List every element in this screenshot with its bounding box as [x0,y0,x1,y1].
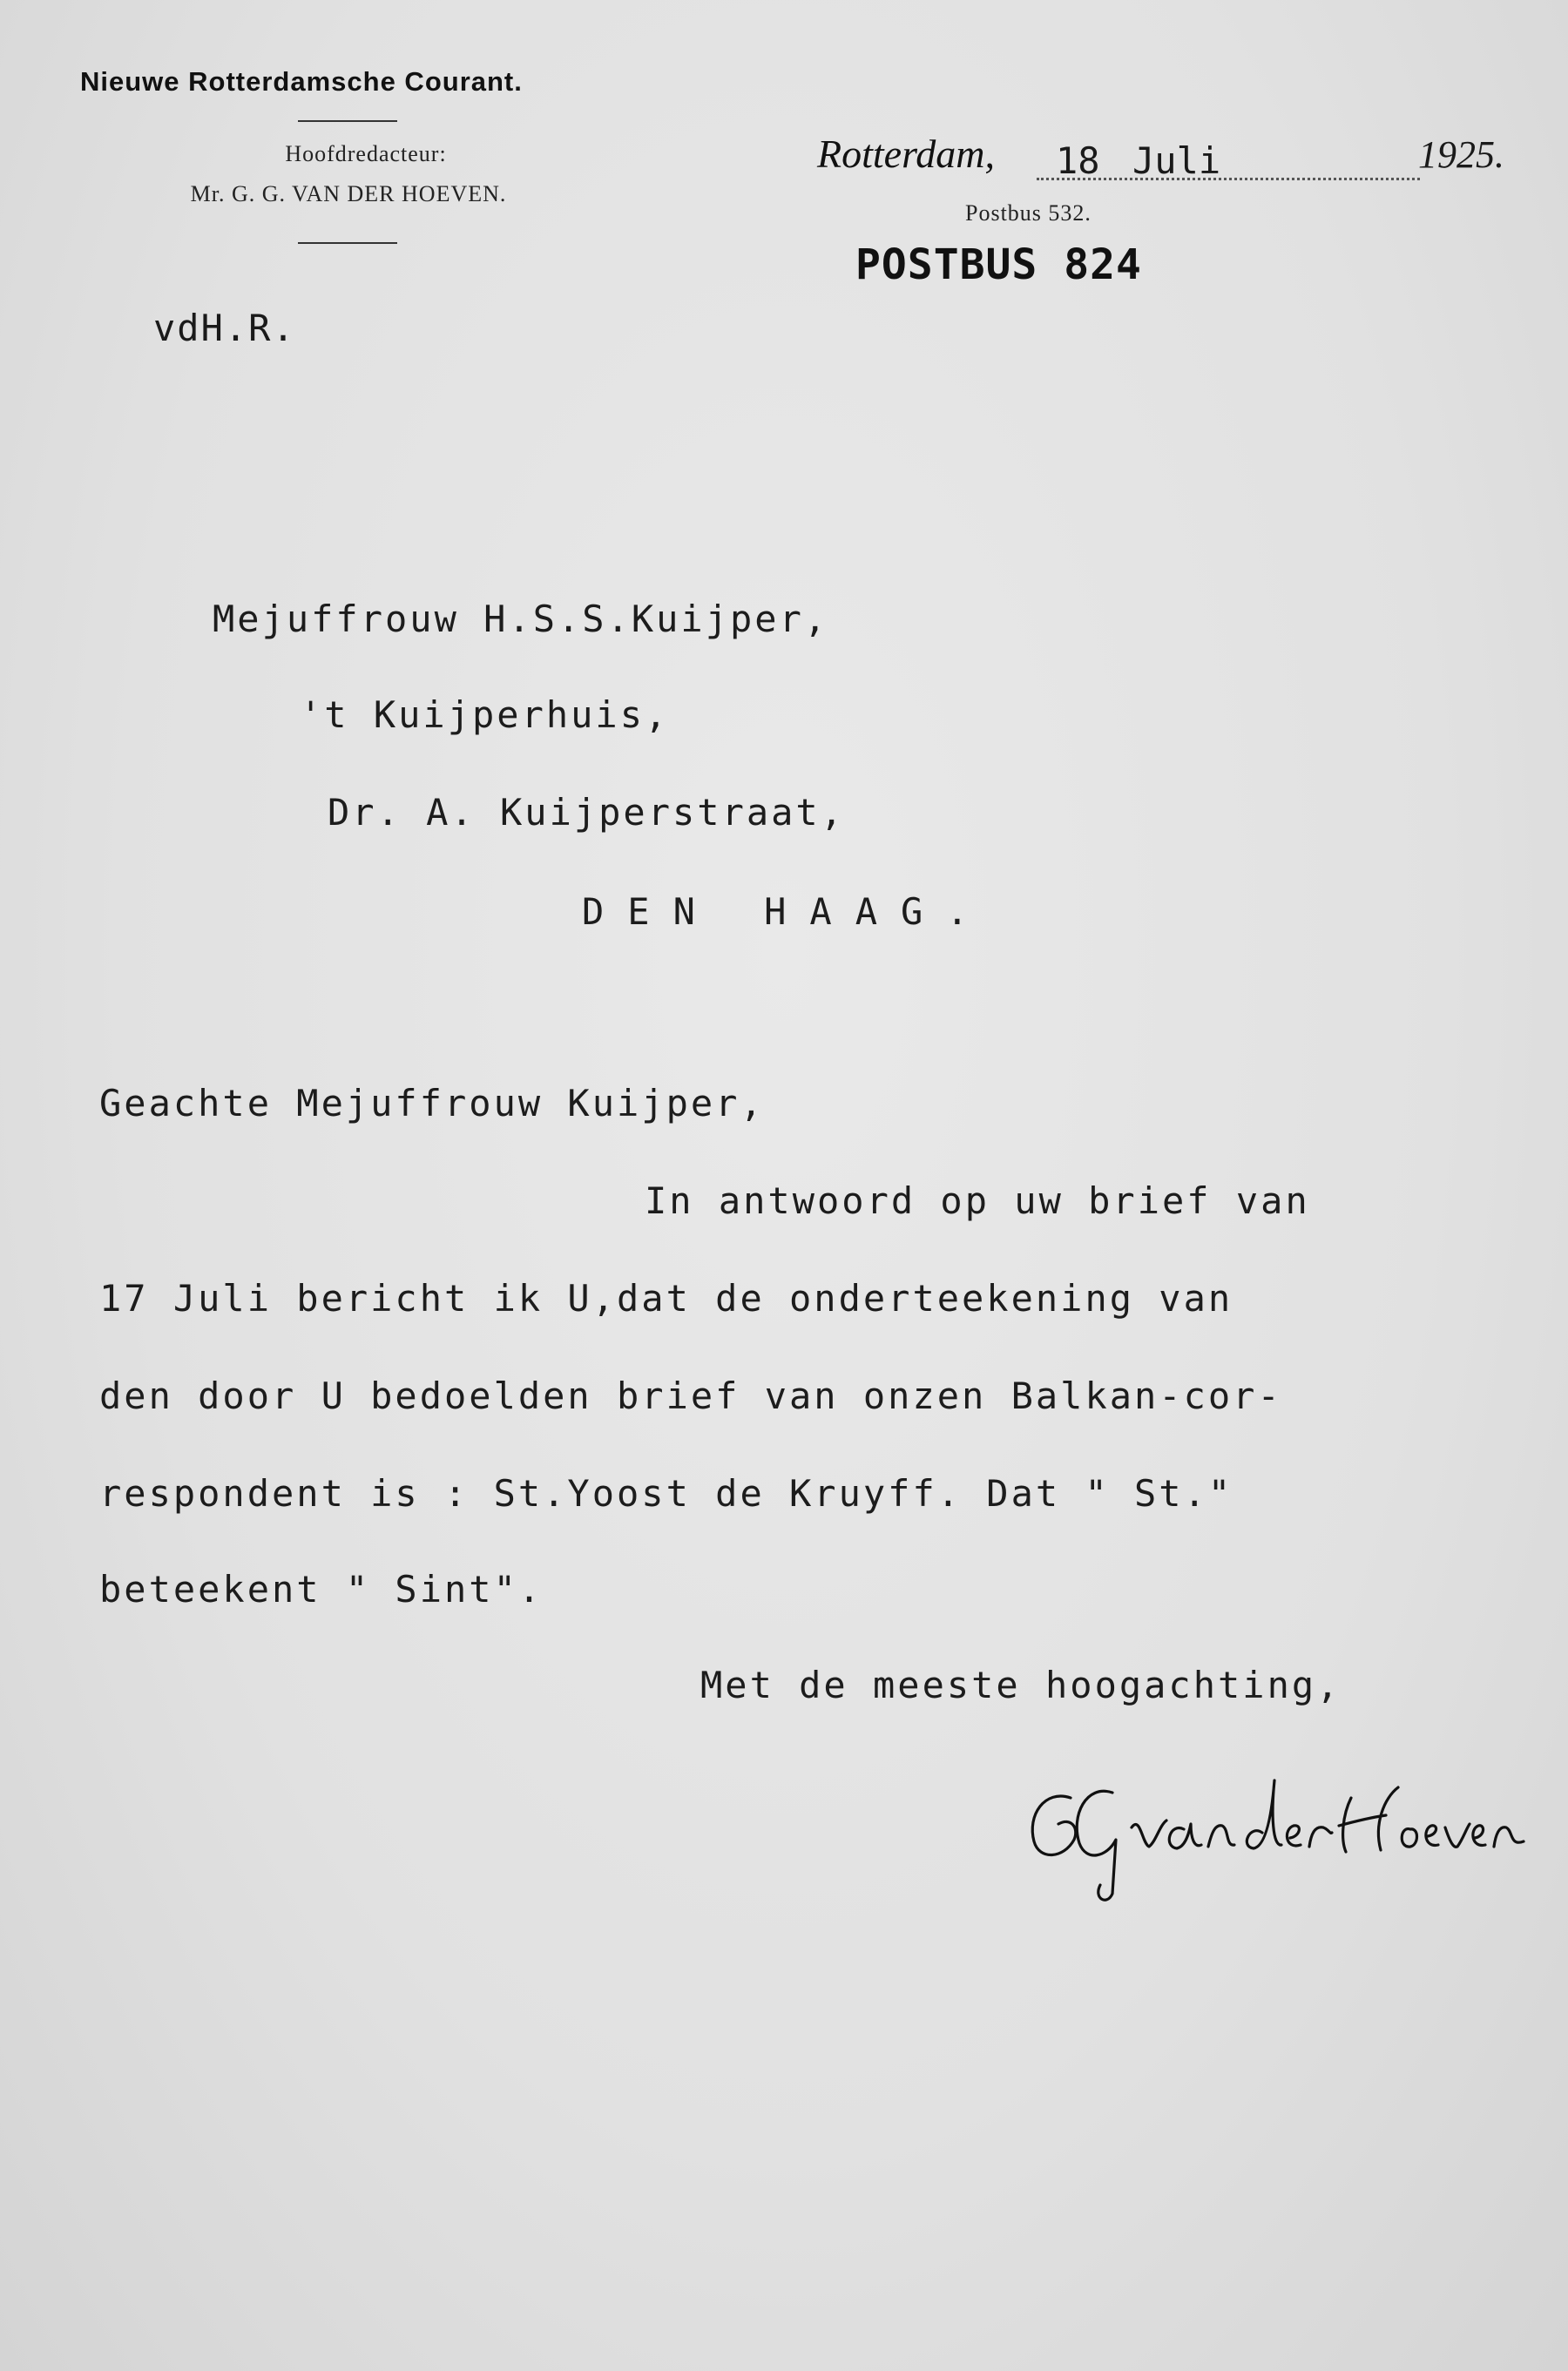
address-city: DEN HAAG. [582,890,992,933]
dateline-place: Rotterdam, [817,132,995,176]
editor-name: Mr. G. G. VAN DER HOEVEN. [190,181,507,206]
dateline-year: 1925. [1418,133,1504,176]
newspaper-name: Nieuwe Rotterdamsche Courant. [80,66,523,97]
body-line: In antwoord op uw brief van [645,1179,1310,1222]
dateline-day: 18 [1056,139,1100,182]
body-line: den door U bedoelden brief van onzen Balkan-cor- [99,1375,1282,1417]
address-line: Dr. A. Kuijperstraat, [328,791,846,834]
handwritten-signature-icon [976,1746,1532,1922]
address-line: Mejuffrouw H.S.S.Kuijper, [213,598,829,640]
editor-role: Hoofdredacteur: [285,141,447,166]
dateline-month: Juli [1132,139,1221,182]
reference-initials: vdH.R. [153,307,296,349]
closing-line: Met de meeste hoogachting, [700,1664,1342,1706]
body-line: beteekent " Sint". [99,1568,544,1611]
postbus-stamp: POSTBUS 824 [855,240,1142,289]
body-line: respondent is : St.Yoost de Kruyff. Dat " St." [99,1472,1233,1515]
postbus-printed: Postbus 532. [965,200,1092,226]
dateline-dotted-line [1037,178,1420,180]
address-line: 't Kuijperhuis, [300,693,670,736]
letterhead-rule-bottom [298,242,397,244]
body-line: 17 Juli bericht ik U,dat de onderteekening van [99,1277,1233,1320]
salutation: Geachte Mejuffrouw Kuijper, [99,1082,765,1125]
letterhead-rule-top [298,120,397,122]
